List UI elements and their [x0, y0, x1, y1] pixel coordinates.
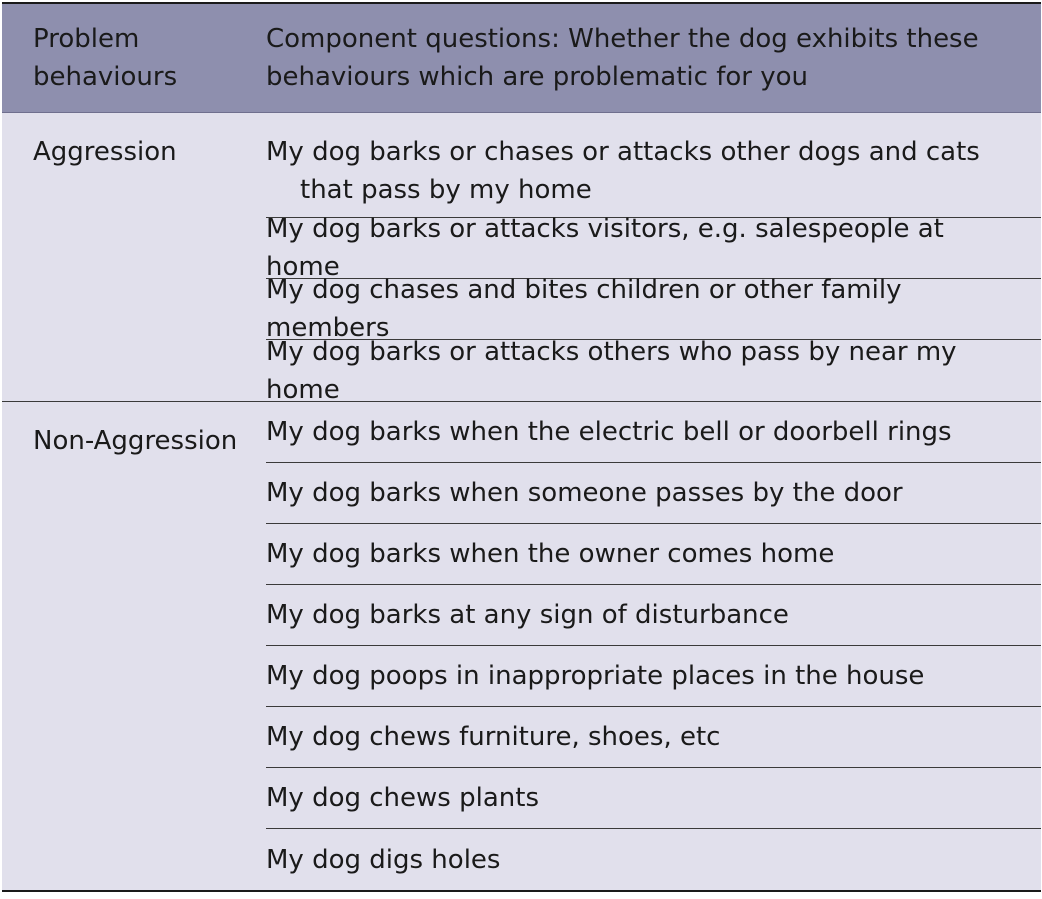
row-text: My dog poops in inappropriate places in the house [266, 661, 925, 691]
row-text: My dog chews furniture, shoes, etc [266, 722, 721, 752]
row-text: My dog barks when the owner comes home [266, 539, 835, 569]
table-row [266, 336, 1041, 405]
group-non-aggression [2, 401, 1041, 890]
behaviour-table [2, 2, 1041, 892]
header-col1-line2: behaviours [33, 62, 178, 92]
row-text: My dog barks when someone passes by the door [266, 478, 903, 508]
row-text: My dog barks or attacks others who pass by near my home [266, 336, 957, 405]
table-row [266, 524, 1041, 585]
table-row [266, 768, 1041, 829]
category-label: Aggression [33, 137, 177, 167]
table-row [266, 275, 1041, 343]
category-label: Non-Aggression [33, 426, 238, 456]
group-items [266, 402, 1041, 890]
row-text: My dog chases and bites children or other family members [266, 275, 902, 343]
table-row [266, 214, 1041, 282]
header-col1-line1: Problem [33, 24, 140, 54]
row-text: My dog barks or chases or attacks other dogs and cats that pass by my home [266, 137, 980, 205]
table-row [266, 113, 1041, 218]
group-items [266, 113, 1041, 405]
row-text: My dog chews plants [266, 783, 539, 813]
row-text: My dog barks or attacks visitors, e.g. salespeople at home [266, 214, 944, 282]
table-row [266, 707, 1041, 768]
row-text: My dog digs holes [266, 844, 501, 875]
table-row [266, 402, 1041, 463]
header-col2-line2: behaviours which are problematic for you [266, 62, 809, 92]
header-component-questions [266, 4, 1041, 112]
table-header [2, 4, 1041, 113]
table-row [266, 463, 1041, 524]
table-row [266, 829, 1041, 890]
header-col2-line1: Component questions: Whether the dog exhibits these [266, 24, 979, 54]
table-row [266, 646, 1041, 707]
group-aggression [2, 113, 1041, 405]
row-text: My dog barks at any sign of disturbance [266, 600, 789, 630]
header-problem-behaviours [2, 4, 266, 112]
row-text: My dog barks when the electric bell or doorbell rings [266, 417, 952, 447]
table-row [266, 585, 1041, 646]
